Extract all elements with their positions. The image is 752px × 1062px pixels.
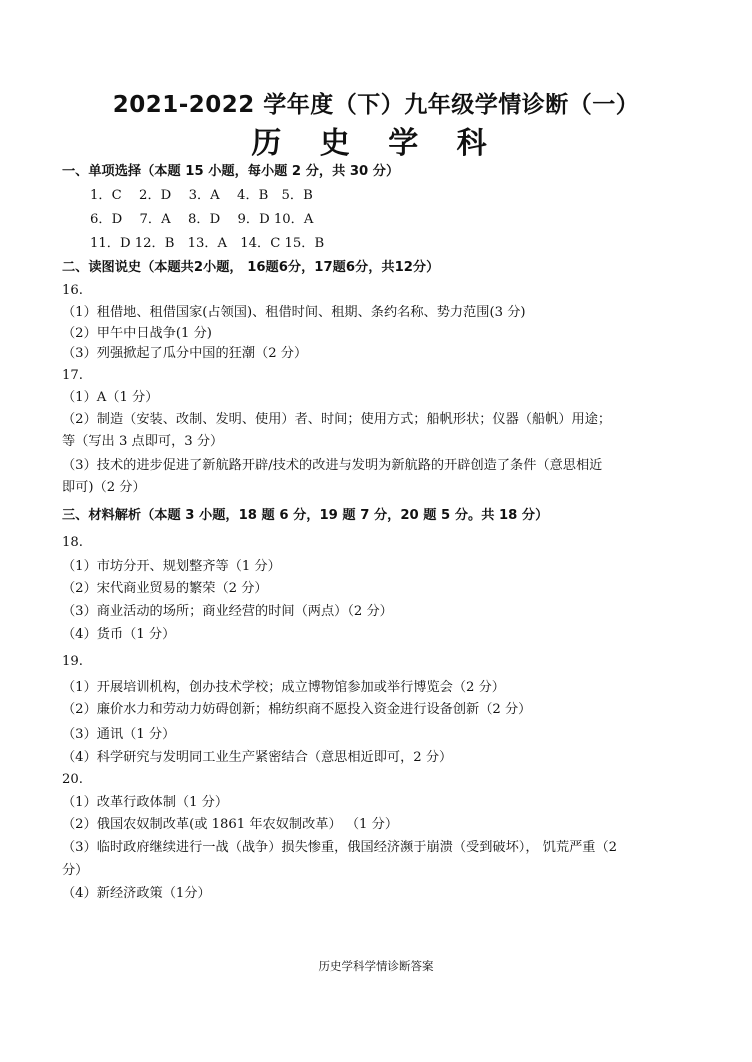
answer-row-2: 6．D 7．A 8．D 9．D 10．A bbox=[90, 212, 314, 227]
question-20-number: 20. bbox=[62, 772, 83, 787]
q16-item-1: （1）租借地、租借国家(占领国)、租借时间、租期、条约名称、势力范围(3 分) bbox=[62, 305, 526, 320]
q18-item-2: （2）宋代商业贸易的繁荣（2 分） bbox=[62, 581, 268, 596]
q19-item-3: （3）通讯（1 分） bbox=[62, 727, 176, 742]
document-title: 2021-2022 学年度（下）九年级学情诊断（一） bbox=[112, 92, 640, 118]
q17-item-2: （2）制造（安装、改制、发明、使用）者、时间；使用方式；船帆形状；仪器（船帆）用途； bbox=[62, 412, 612, 427]
question-18-number: 18. bbox=[62, 535, 83, 550]
q17-item-2-cont: 等（写出 3 点即可，3 分） bbox=[62, 434, 224, 449]
q20-item-2: （2）俄国农奴制改革(或 1861 年农奴制改革） （1 分） bbox=[62, 817, 399, 832]
subject-title: 历 史 学 科 bbox=[251, 126, 501, 161]
question-17-number: 17. bbox=[62, 368, 83, 383]
q20-item-4: （4）新经济政策（1分） bbox=[62, 886, 211, 901]
q19-item-2: （2）廉价水力和劳动力妨碍创新；棉纺织商不愿投入资金进行设备创新（2 分） bbox=[62, 702, 532, 717]
question-16-number: 16. bbox=[62, 283, 83, 298]
question-19-number: 19. bbox=[62, 654, 83, 669]
q17-item-1: （1）A（1 分） bbox=[62, 390, 159, 405]
section-1-heading: 一、单项选择（本题 15 小题，每小题 2 分，共 30 分） bbox=[62, 164, 400, 179]
page-footer: 历史学科学情诊断答案 bbox=[318, 959, 434, 973]
q19-item-4: （4）科学研究与发明同工业生产紧密结合（意思相近即可，2 分） bbox=[62, 750, 453, 765]
q17-item-3: （3）技术的进步促进了新航路开辟/技术的改进与发明为新航路的开辟创造了条件（意思相近 bbox=[62, 458, 603, 473]
q20-item-1: （1）改革行政体制（1 分） bbox=[62, 795, 229, 810]
q20-item-3: （3）临时政府继续进行一战（战争）损失惨重，俄国经济濒于崩溃（受到破坏）， 饥荒严重（2 bbox=[62, 840, 618, 855]
section-3-heading: 三、材料解析（本题 3 小题，18 题 6 分，19 题 7 分，20 题 5 分。共 18 分） bbox=[62, 508, 549, 523]
q18-item-4: （4）货币（1 分） bbox=[62, 627, 176, 642]
q18-item-3: （3）商业活动的场所；商业经营的时间（两点）（2 分） bbox=[62, 604, 393, 619]
q19-item-1: （1）开展培训机构，创办技术学校；成立博物馆参加或举行博览会（2 分） bbox=[62, 680, 505, 695]
q18-item-1: （1）市坊分开、规划整齐等（1 分） bbox=[62, 559, 281, 574]
q16-item-2: （2）甲午中日战争(1 分) bbox=[62, 326, 212, 341]
section-2-heading: 二、读图说史（本题共2小题， 16题6分，17题6分，共12分） bbox=[62, 260, 440, 275]
answer-row-1: 1．C 2．D 3．A 4．B 5．B bbox=[90, 188, 313, 203]
q16-item-3: （3）列强掀起了瓜分中国的狂潮（2 分） bbox=[62, 346, 308, 361]
q17-item-3-cont: 即可)（2 分） bbox=[62, 480, 146, 495]
answer-row-3: 11．D 12．B 13．A 14．C 15．B bbox=[90, 236, 325, 251]
q20-item-3-cont: 分） bbox=[62, 863, 89, 878]
